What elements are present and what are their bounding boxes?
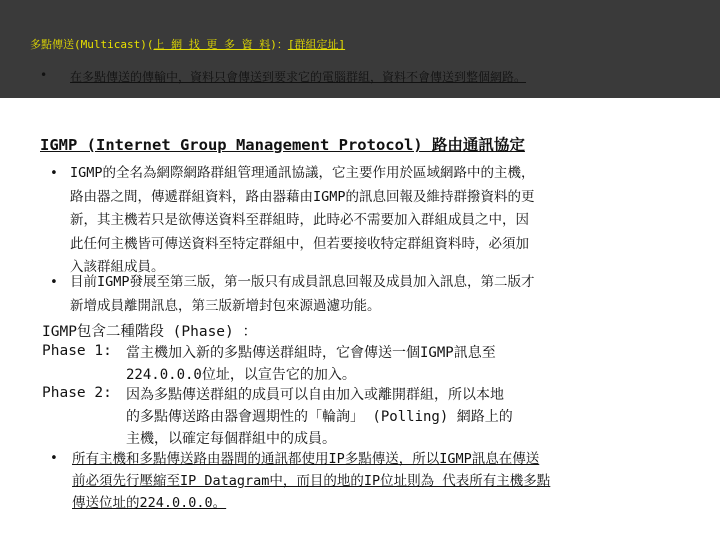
phases-heading: IGMP包含二種階段 (Phase) ： [42,324,257,340]
text-line: 新增成員離開訊息，第三版新增封包來源過濾功能。 [70,297,381,314]
text-line: 因為多點傳送群組的成員可以自由加入或離開群組，所以本地 [126,387,504,403]
text-line: 所有主機和多點傳送路由器間的通訊都使用IP多點傳送，所以IGMP訊息在傳送 [72,451,540,467]
text-line: 傳送位址的224.0.0.0。 [72,495,227,511]
text-line: 前必須先行壓縮至IP Datagram中，而目的地的IP位址則為 代表所有主機多點 [72,473,551,489]
paragraph-igmp-transport [72,448,550,514]
text-line: 目前IGMP發展至第三版，第一版只有成員訊息回報及成員加入訊息，第二版才 [70,274,535,290]
breadcrumb-prefix: 多點傳送(Multicast)( [30,38,154,51]
text-line: 224.0.0.0位址，以宣告它的加入。 [126,367,356,383]
phase1-description [126,342,496,386]
breadcrumb [30,36,345,52]
text-line: 主機，以確定每個群組中的成員。 [126,431,336,447]
text-line: 入該群組成員。 [70,259,165,276]
search-more-link[interactable]: 上 網 找 更 多 資 料 [153,38,271,51]
page-title: IGMP (Internet Group Management Protocol) 路由通訊協定 [40,136,525,154]
group-addressing-link[interactable]: [群組定址] [287,38,346,51]
bullet-icon: • [50,275,58,290]
multicast-statement: 在多點傳送的傳輸中，資料只會傳送到要求它的電腦群組，資料不會傳送到整個網路。 [70,70,527,84]
bullet-icon: • [50,166,58,181]
text-line: 當主機加入新的多點傳送群組時，它會傳送一個IGMP訊息至 [126,345,496,361]
breadcrumb-separator: )： [270,38,288,51]
phase2-label: Phase 2: [42,385,112,401]
text-line: 路由器之間，傳遞群組資料，路由器藉由IGMP的訊息回報及維持群撥資料的更 [70,188,535,205]
text-line: 新，其主機若只是欲傳送資料至群組時，此時必不需要加入群組成員之中，因 [70,212,529,229]
phase1-label: Phase 1: [42,343,112,359]
text-line: IGMP的全名為網際網路群組管理通訊協議，它主要作用於區域網路中的主機， [70,165,535,181]
paragraph-igmp-versions [70,271,535,318]
text-line: 此任何主機皆可傳送資料至特定群組中，但若要接收特定群組資料時，必須加 [70,235,529,252]
bullet-icon: • [50,451,58,466]
bullet-icon: • [40,68,48,82]
paragraph-igmp-definition [70,162,535,280]
phase2-description [126,384,513,450]
text-line: 的多點傳送路由器會週期性的「輪詢」 (Polling) 網路上的 [126,409,513,425]
